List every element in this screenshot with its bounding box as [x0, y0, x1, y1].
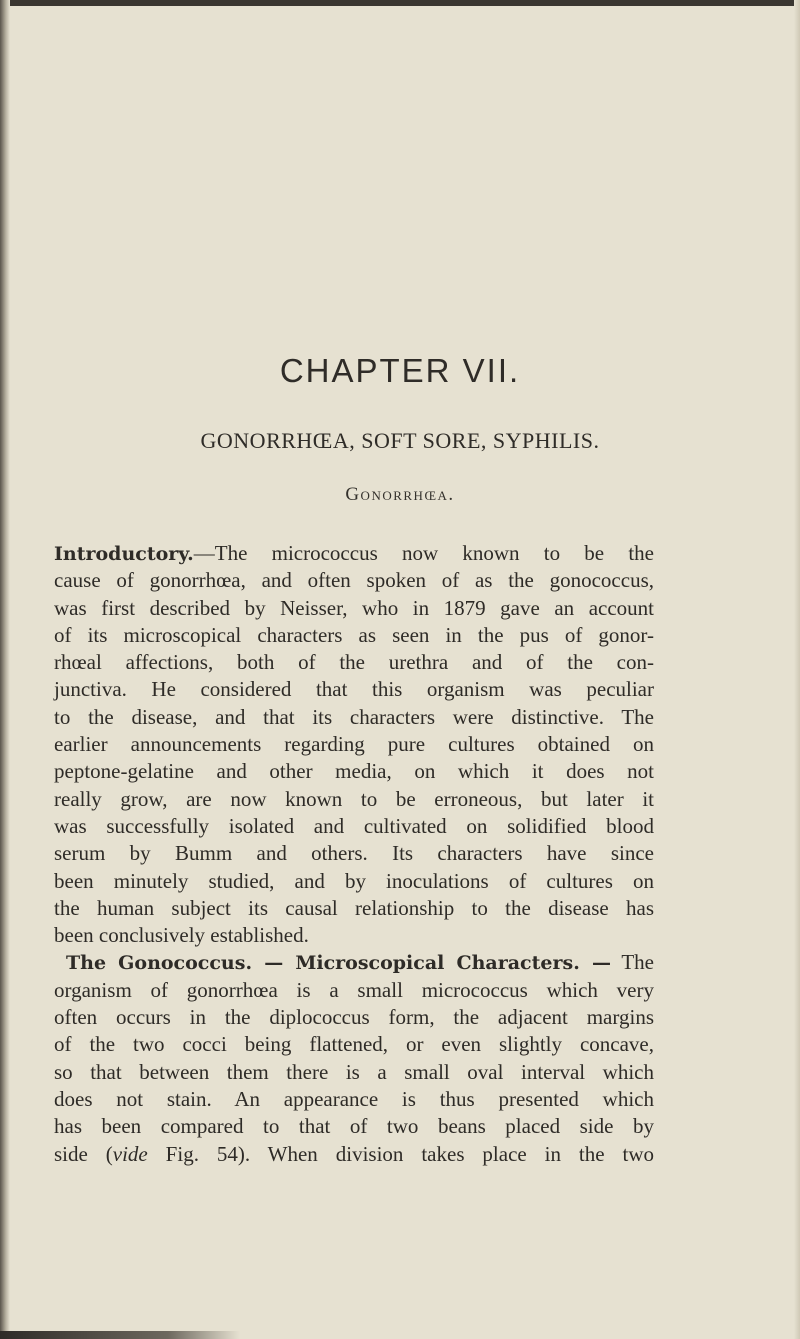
paragraph-line: does not stain. An appearance is thus presented which [54, 1086, 654, 1111]
run-in-heading: The Gonococcus. — Microscopical Characters. — [66, 952, 611, 975]
paragraph-line: has been compared to that of two beans placed side by [54, 1114, 654, 1139]
paragraph-line: rhœal affections, both of the urethra and of the con- [54, 650, 654, 675]
page-right-edge [794, 0, 800, 1339]
chapter-title: CHAPTER VII. [279, 352, 521, 389]
paragraph-line: organism of gonorrhœa is a small micrococcus which very [54, 977, 654, 1002]
paragraph-line: was successfully isolated and cultivated on solidified blood [54, 813, 654, 838]
paragraph-line: so that between them there is a small oval interval which [54, 1059, 654, 1084]
paragraph-line: been minutely studied, and by inoculations of cultures on [54, 868, 654, 893]
paragraph-line: peptone-gelatine and other media, on which it does not [54, 759, 654, 784]
paragraph-line: to the disease, and that its characters were distinctive. The [54, 704, 654, 729]
paragraph-line: of the two cocci being flattened, or even slightly concave, [54, 1032, 654, 1057]
paragraph-line: cause of gonorrhœa, and often spoken of as the gonococcus, [54, 568, 654, 593]
paragraph-line: often occurs in the diplococcus form, the adjacent margins [54, 1005, 654, 1030]
paragraph-line: junctiva. He considered that this organism was peculiar [54, 677, 654, 702]
page-top-edge [0, 0, 800, 6]
paragraph-line: of its microscopical characters as seen in the pus of gonor- [54, 622, 654, 647]
chapter-subtitle: GONORRHŒA, SOFT SORE, SYPHILIS. [200, 428, 600, 453]
paragraph-line: Introductory.—The micrococcus now known to be the [54, 541, 654, 565]
paragraph-line: earlier announcements regarding pure cultures obtained on [54, 732, 654, 757]
binding-shadow [0, 0, 10, 1339]
paragraph-line: been conclusively established. [54, 923, 309, 948]
section-heading: Gonorrhœa. [345, 484, 455, 505]
paragraph-line: the human subject its causal relationship to the disease has [54, 895, 654, 920]
paragraph-line: The Gonococcus. — Microscopical Characters. — The [66, 950, 654, 975]
italic-term: vide [112, 1141, 148, 1166]
paragraph-line: side (vide Fig. 54). When division takes place in the two [54, 1141, 654, 1166]
paragraph-line: really grow, are now known to be erroneous, but later it [54, 786, 654, 811]
body-text [54, 540, 654, 1168]
paragraph-line: was first described by Neisser, who in 1879 gave an account [54, 595, 654, 620]
run-in-heading: Introductory. [54, 543, 194, 565]
paragraph-line: serum by Bumm and others. Its characters have since [54, 841, 654, 866]
page-bottom-edge [0, 1331, 240, 1339]
